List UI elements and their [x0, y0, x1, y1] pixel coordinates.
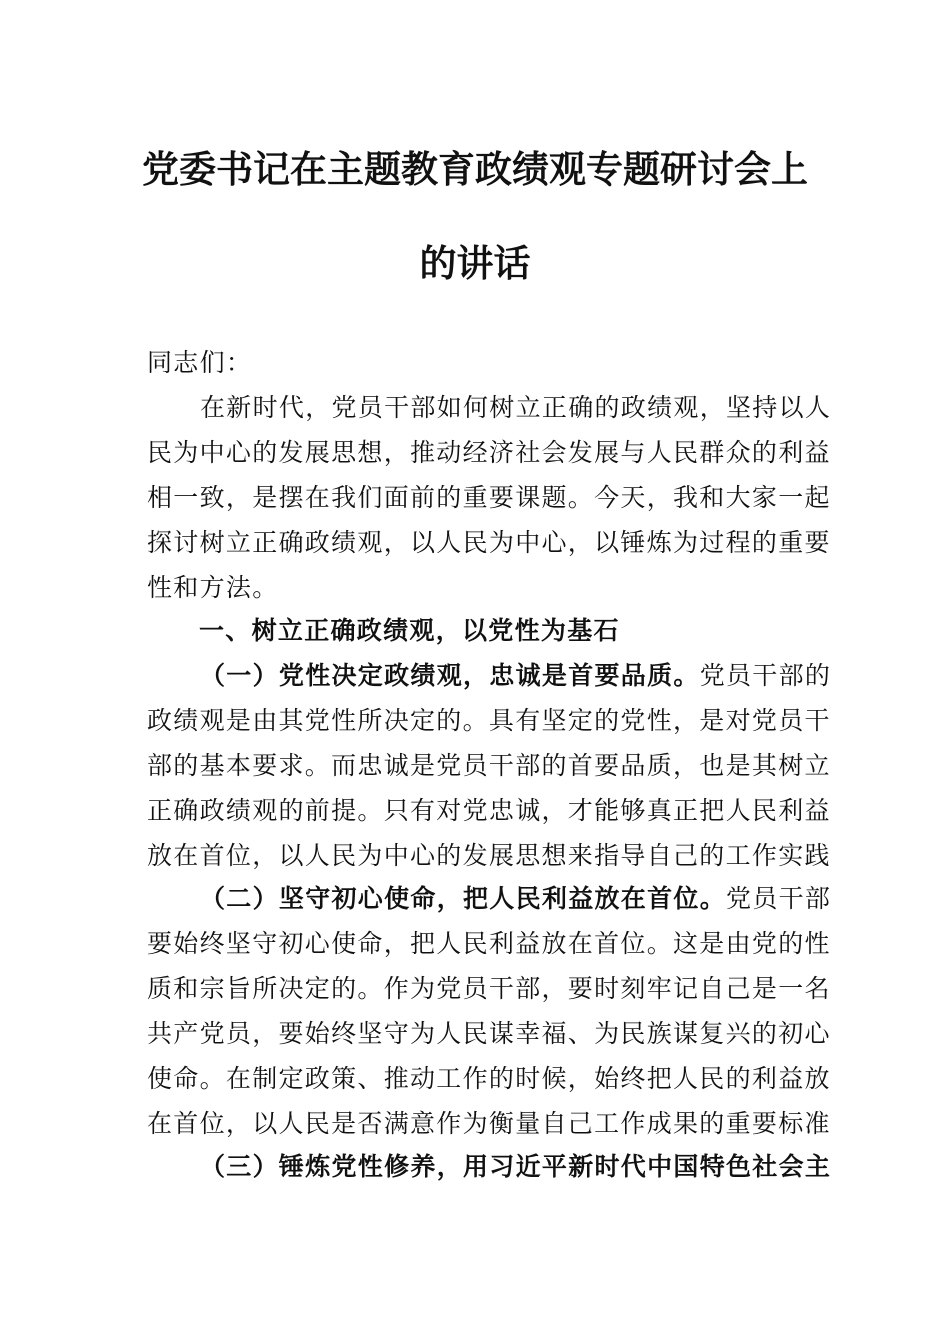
section-2-line: 要始终坚守初心使命，把人民利益放在首位。这是由党的性 [147, 929, 831, 958]
section-1-lead: （一）党性决定政绩观，忠诚是首要品质。 [200, 661, 700, 690]
section-3-paragraph [147, 1144, 832, 1189]
section-2-line: 共产党员，要始终坚守为人民谋幸福、为民族谋复兴的初心 [147, 1019, 831, 1048]
section-heading-1: 一、树立正确政绩观，以党性为基石 [199, 616, 620, 645]
section-2-lead: （二）坚守初心使命，把人民利益放在首位。 [200, 884, 727, 913]
section-3-first-line [147, 1144, 832, 1189]
document-title-line-1: 党委书记在主题教育政绩观专题研讨会上 [142, 147, 808, 191]
section-1-line: 放在首位，以人民为中心的发展思想来指导自己的工作实践 [147, 841, 831, 870]
salutation: 同志们： [147, 348, 253, 377]
intro-line: 性和方法。 [147, 573, 279, 602]
section-2-first-line [147, 876, 832, 921]
section-2-first-line-rest: 党员干部 [726, 884, 832, 913]
intro-paragraph [147, 385, 832, 610]
section-2-paragraph [147, 876, 832, 1146]
section-1-line: 正确政绩观的前提。只有对党忠诚，才能够真正把人民利益 [147, 796, 831, 825]
intro-line: 民为中心的发展思想，推动经济社会发展与人民群众的利益 [147, 438, 831, 467]
section-1-paragraph [147, 653, 832, 878]
section-2-line: 质和宗旨所决定的。作为党员干部，要时刻牢记自己是一名 [147, 974, 831, 1003]
section-1-line: 政绩观是由其党性所决定的。具有坚定的党性，是对党员干 [147, 706, 831, 735]
section-1-first-line-rest: 党员干部的 [699, 661, 832, 690]
intro-line: 探讨树立正确政绩观，以人民为中心，以锤炼为过程的重要 [147, 528, 831, 557]
section-2-line: 在首位，以人民是否满意作为衡量自己工作成果的重要标准 [147, 1109, 831, 1138]
intro-line: 在新时代，党员干部如何树立正确的政绩观，坚持以人 [200, 393, 832, 422]
section-1-first-line [147, 653, 832, 698]
section-3-lead: （三）锤炼党性修养，用习近平新时代中国特色社会主 [200, 1152, 832, 1181]
intro-line: 相一致，是摆在我们面前的重要课题。今天，我和大家一起 [147, 483, 831, 512]
section-1-line: 部的基本要求。而忠诚是党员干部的首要品质，也是其树立 [147, 751, 831, 780]
section-2-line: 使命。在制定政策、推动工作的时候，始终把人民的利益放 [147, 1064, 831, 1093]
document-title-line-2: 的讲话 [419, 241, 531, 285]
